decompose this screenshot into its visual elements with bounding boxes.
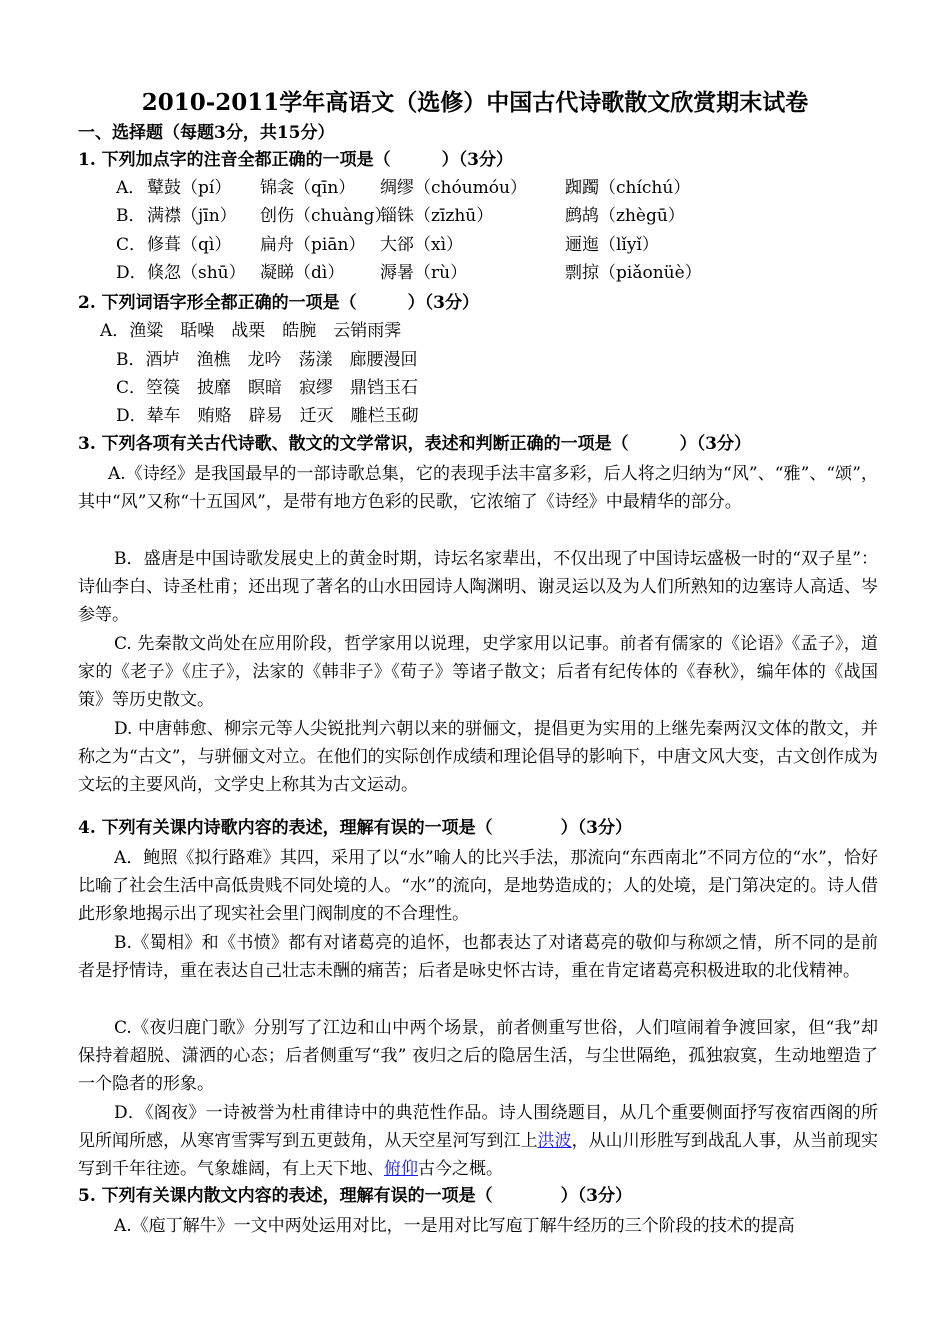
question-4-option-d-text-2: ，从山川形胜写到战乱人事，从当前现实写到千年往迹。气象雄阔，有上天下地、 [78, 1131, 879, 1179]
question-1-option-item: 剽掠（piǎonüè） [565, 263, 702, 283]
question-1-option-item: 鹧鸪（zhègū） [565, 206, 685, 226]
question-1-option-item: 绸缪（chóumóu） [380, 178, 527, 198]
question-1-option-item: 逦迤（lǐyǐ） [565, 235, 659, 255]
question-1-option-item: 修葺（qì） [147, 235, 232, 255]
question-1-option-label: D． [116, 263, 147, 283]
question-1-option-item: 大郤（xì） [380, 235, 464, 255]
question-4-option-d-text-1: D．《阁夜》一诗被誉为杜甫律诗中的典范性作品。诗人围绕题目，从几个重要侧面抒写夜宿西阁的所见所闻所感，从寒宵雪霁写到五更鼓角，从天空星河写到江上 [78, 1103, 878, 1151]
question-4-option-c: C.《夜归鹿门歌》分别写了江边和山中两个场景，前者侧重写世俗，人们喧闹着争渡回家，但“我”却保持着超脱、潇洒的心态；后者侧重写“我” 夜归之后的隐居生活，与尘世隔绝，孤独寂寞，生动地塑造了一个隐者的形象。 [78, 1018, 878, 1094]
question-1-option-label: C． [116, 235, 147, 255]
question-2-option-d: D．辇车 贿赂 辟易 迁灭 雕栏玉砌 [116, 406, 419, 426]
question-3-option-d: D. 中唐韩愈、柳宗元等人尖锐批判六朝以来的骈俪文，提倡更为实用的上继先秦两汉文体的散文，并称之为“古文”，与骈俪文对立。在他们的实际创作成绩和理论倡导的影响下，中唐文风大变，古文创作成为文坛的主要风尚，文学史上称其为古文运动。 [78, 719, 878, 795]
link-hongbo[interactable]: 洪波 [537, 1131, 572, 1151]
question-1-option-item: 鼙鼓（pí） [147, 178, 232, 198]
page-title: 2010-2011学年高语文（选修）中国古代诗歌散文欣赏期末试卷 [141, 89, 809, 116]
question-4-option-d-text-3: 古今之概。 [418, 1159, 503, 1179]
link-fuyang[interactable]: 俯仰 [384, 1159, 418, 1179]
question-3-option-a: A.《诗经》是我国最早的一部诗歌总集，它的表现手法丰富多彩，后人将之归纳为“风”、“雅”、“颂”，其中“风”又称“十五国风”，是带有地方色彩的民歌，它浓缩了《诗经》中最精华的部分。 [78, 464, 878, 512]
question-1-option-item: 扁舟（piān） [260, 235, 366, 255]
question-1-option-item: 满襟（jīn） [147, 206, 237, 226]
question-1-option-item: 踟躅（chíchú） [565, 178, 691, 198]
question-2-option-a: A．渔粱 聒噪 战栗 皓腕 云销雨霁 [100, 321, 402, 341]
question-3-option-c: C. 先秦散文尚处在应用阶段，哲学家用以说理，史学家用以记事。前者有儒家的《论语》《孟子》，道家的《老子》《庄子》，法家的《韩非子》《荀子》等诸子散文；后者有纪传体的《春秋》，编年体的《战国策》等历史散文。 [78, 634, 878, 710]
question-4-option-b: B.《蜀相》和《书愤》都有对诸葛亮的追怀，也都表达了对诸葛亮的敬仰与称颂之情，所不同的是前者是抒情诗，重在表达自己壮志未酬的痛苦；后者是咏史怀古诗，重在肯定诸葛亮积极进取的北伐精神。 [78, 933, 878, 981]
question-5-stem: 5. 下列有关课内散文内容的表述，理解有误的一项是（ ）（3分） [78, 1186, 632, 1206]
question-2-stem: 2. 下列词语字形全都正确的一项是（ ）（3分） [78, 293, 479, 313]
question-1-option-item: 溽暑（rù） [380, 263, 468, 283]
question-1-option-label: A． [116, 178, 146, 198]
question-4-option-a: A．鲍照《拟行路难》其四，采用了以“水”喻人的比兴手法，那流向“东西南北”不同方位的“水”，恰好比喻了社会生活中高低贵贱不同处境的人。“水”的流向，是地势造成的；人的处境，是门第决定的。诗人借此形象地揭示出了现实社会里门阀制度的不合理性。 [78, 848, 878, 924]
question-2-option-c: C．箜篌 披靡 瞑暗 寂缪 鼎铛玉石 [116, 378, 419, 398]
question-1-option-item: 锦衾（qīn） [260, 178, 356, 198]
question-3-option-b: B．盛唐是中国诗歌发展史上的黄金时期，诗坛名家辈出，不仅出现了中国诗坛盛极一时的“双子星”：诗仙李白、诗圣杜甫；还出现了著名的山水田园诗人陶渊明、谢灵运以及为人们所熟知的边塞诗人高适、岑参等。 [78, 549, 878, 625]
question-3-stem: 3. 下列各项有关古代诗歌、散文的文学常识，表述和判断正确的一项是（ ）（3分） [78, 434, 751, 454]
question-4-option-d [78, 1099, 878, 1183]
question-1-option-item: 锱铢（zīzhū） [380, 206, 494, 226]
question-1-option-item: 凝睇（dì） [260, 263, 345, 283]
question-2-option-b: B．酒垆 渔樵 龙吟 荡漾 廊腰漫回 [116, 350, 418, 370]
question-5-option-a: A.《庖丁解牛》一文中两处运用对比，一是用对比写庖丁解牛经历的三个阶段的技术的提高 [114, 1216, 795, 1236]
section-heading: 一、选择题（每题3分，共15分） [78, 123, 335, 143]
question-1-stem: 1. 下列加点字的注音全都正确的一项是（ ）（3分） [78, 150, 513, 170]
question-1-option-item: 创伤（chuàng） [260, 206, 392, 226]
question-4-stem: 4. 下列有关课内诗歌内容的表述，理解有误的一项是（ ）（3分） [78, 818, 632, 838]
question-1-option-label: B． [116, 206, 146, 226]
question-1-option-item: 倏忽（shū） [147, 263, 246, 283]
